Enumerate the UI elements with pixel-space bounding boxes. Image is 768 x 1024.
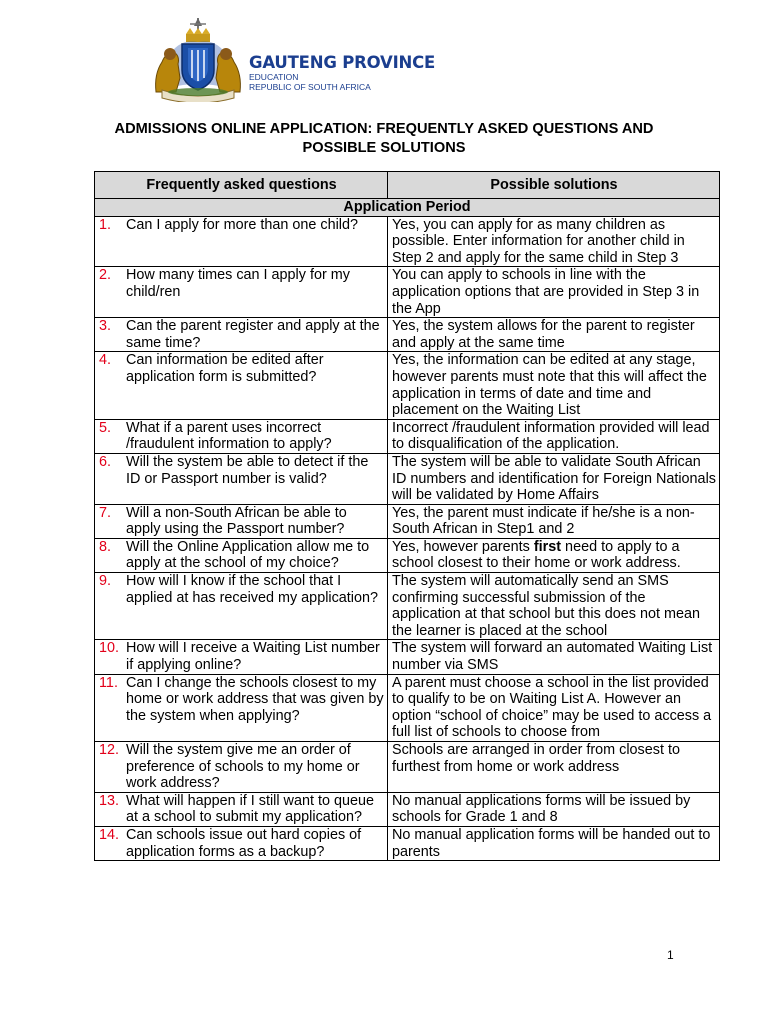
table-row bbox=[95, 352, 720, 419]
question-text: Will a non-South African be able to apply using the Passport number? bbox=[126, 504, 347, 538]
solution-cell: Yes, the system allows for the parent to register and apply at the same time bbox=[388, 318, 720, 352]
table-row bbox=[95, 504, 720, 538]
column-header-questions: Frequently asked questions bbox=[95, 172, 388, 199]
table-row bbox=[95, 792, 720, 826]
question-text: Can schools issue out hard copies of application forms as a backup? bbox=[126, 826, 362, 860]
table-row bbox=[95, 318, 720, 352]
table-row bbox=[95, 640, 720, 674]
title-line-1: ADMISSIONS ONLINE APPLICATION: FREQUENTLY ASKED QUESTIONS AND bbox=[114, 121, 654, 137]
question-text: What if a parent uses incorrect /fraudulent information to apply? bbox=[126, 419, 332, 453]
table-row bbox=[95, 453, 720, 504]
question-cell bbox=[95, 453, 388, 504]
question-cell bbox=[95, 826, 388, 860]
question-number: 11. bbox=[99, 674, 118, 691]
question-cell bbox=[95, 538, 388, 572]
table-row bbox=[95, 267, 720, 318]
question-cell bbox=[95, 742, 388, 793]
table-row bbox=[95, 216, 720, 267]
question-text: Will the Online Application allow me to apply at the school of my choice? bbox=[126, 538, 370, 572]
solution-cell: Incorrect /fraudulent information provided will lead to disqualification of the application. bbox=[388, 419, 720, 453]
question-cell bbox=[95, 267, 388, 318]
table-row bbox=[95, 538, 720, 572]
question-text: Can I apply for more than one child? bbox=[126, 216, 358, 233]
section-header: Application Period bbox=[95, 199, 720, 217]
question-text: How will I know if the school that I applied at has received my application? bbox=[126, 573, 378, 606]
solution-cell: No manual applications forms will be issued by schools for Grade 1 and 8 bbox=[388, 792, 720, 826]
table-row bbox=[95, 674, 720, 741]
question-text: Will the system give me an order of preference of schools to my home or work address? bbox=[126, 742, 360, 792]
faq-table bbox=[94, 171, 720, 861]
question-cell bbox=[95, 216, 388, 267]
question-text: What will happen if I still want to queue at a school to submit my application? bbox=[126, 792, 374, 826]
question-text: Will the system be able to detect if the ID or Passport number is valid? bbox=[126, 453, 369, 487]
table-row bbox=[95, 419, 720, 453]
solution-cell: The system will forward an automated Waiting List number via SMS bbox=[388, 640, 720, 674]
question-number: 3. bbox=[99, 318, 112, 335]
question-cell bbox=[95, 419, 388, 453]
question-text: Can the parent register and apply at the same time? bbox=[126, 318, 380, 351]
solution-cell: Yes, the parent must indicate if he/she is a non-South African in Step1 and 2 bbox=[388, 504, 720, 538]
solution-cell: A parent must choose a school in the list provided to qualify to be on Waiting List A. However an option “school of choice” may be used to access a full list of schools to choose from bbox=[388, 674, 720, 741]
solution-cell bbox=[388, 538, 720, 572]
question-text: Can I change the schools closest to my home or work address that was given by the system when applying? bbox=[126, 674, 384, 724]
question-number: 7. bbox=[99, 504, 112, 521]
title-line-2: POSSIBLE SOLUTIONS bbox=[302, 140, 466, 156]
question-text: Can information be edited after application form is submitted? bbox=[126, 352, 324, 385]
question-cell bbox=[95, 674, 388, 741]
solution-cell: Yes, the information can be edited at any stage, however parents must note that this will affect the application in terms of date and time and placement on the Waiting List bbox=[388, 352, 720, 419]
question-cell bbox=[95, 318, 388, 352]
brand-department: EDUCATION bbox=[249, 72, 299, 82]
solution-cell: The system will automatically send an SMS confirming successful submission of the application at that school but this does not mean the learner is placed at the school bbox=[388, 573, 720, 640]
question-number: 2. bbox=[99, 267, 112, 284]
brand-name: GAUTENG PROVINCE bbox=[249, 53, 436, 72]
table-row bbox=[95, 742, 720, 793]
table-row bbox=[95, 573, 720, 640]
solution-cell: Yes, you can apply for as many children as possible. Enter information for another child in Step 2 and apply for the same child in Step 3 bbox=[388, 216, 720, 267]
question-text: How many times can I apply for my child/ren bbox=[126, 267, 350, 300]
question-number: 14. bbox=[99, 826, 120, 843]
question-number: 9. bbox=[99, 573, 112, 590]
solution-text: need to apply to a school closest to their home or work address. bbox=[392, 538, 681, 572]
question-cell bbox=[95, 352, 388, 419]
question-number: 13. bbox=[99, 792, 120, 809]
question-cell bbox=[95, 573, 388, 640]
table-row bbox=[95, 826, 720, 860]
question-number: 12. bbox=[99, 742, 120, 758]
brand-block bbox=[249, 54, 435, 92]
coat-of-arms-logo bbox=[148, 18, 248, 102]
question-cell bbox=[95, 504, 388, 538]
question-number: 1. bbox=[99, 216, 112, 233]
solution-cell: You can apply to schools in line with the application options that are provided in Step 3 in the App bbox=[388, 267, 720, 318]
question-number: 8. bbox=[99, 538, 112, 555]
question-number: 4. bbox=[99, 352, 112, 369]
brand-country: REPUBLIC OF SOUTH AFRICA bbox=[249, 82, 371, 92]
solution-text: Yes, however parents bbox=[392, 538, 534, 555]
column-header-solutions: Possible solutions bbox=[388, 172, 720, 199]
question-number: 6. bbox=[99, 453, 112, 470]
solution-emphasis: first bbox=[533, 538, 562, 555]
solution-cell: The system will be able to validate South African ID numbers and identification for Foreign Nationals will be validated by Home Affairs bbox=[388, 453, 720, 504]
question-cell bbox=[95, 640, 388, 674]
question-text: How will I receive a Waiting List number if applying online? bbox=[126, 640, 380, 674]
page-number: 1 bbox=[667, 948, 674, 962]
question-cell bbox=[95, 792, 388, 826]
solution-cell: Schools are arranged in order from closest to furthest from home or work address bbox=[388, 742, 720, 793]
question-number: 10. bbox=[99, 640, 120, 657]
question-number: 5. bbox=[99, 419, 112, 436]
solution-cell: No manual application forms will be handed out to parents bbox=[388, 826, 720, 860]
document-title bbox=[40, 120, 728, 158]
